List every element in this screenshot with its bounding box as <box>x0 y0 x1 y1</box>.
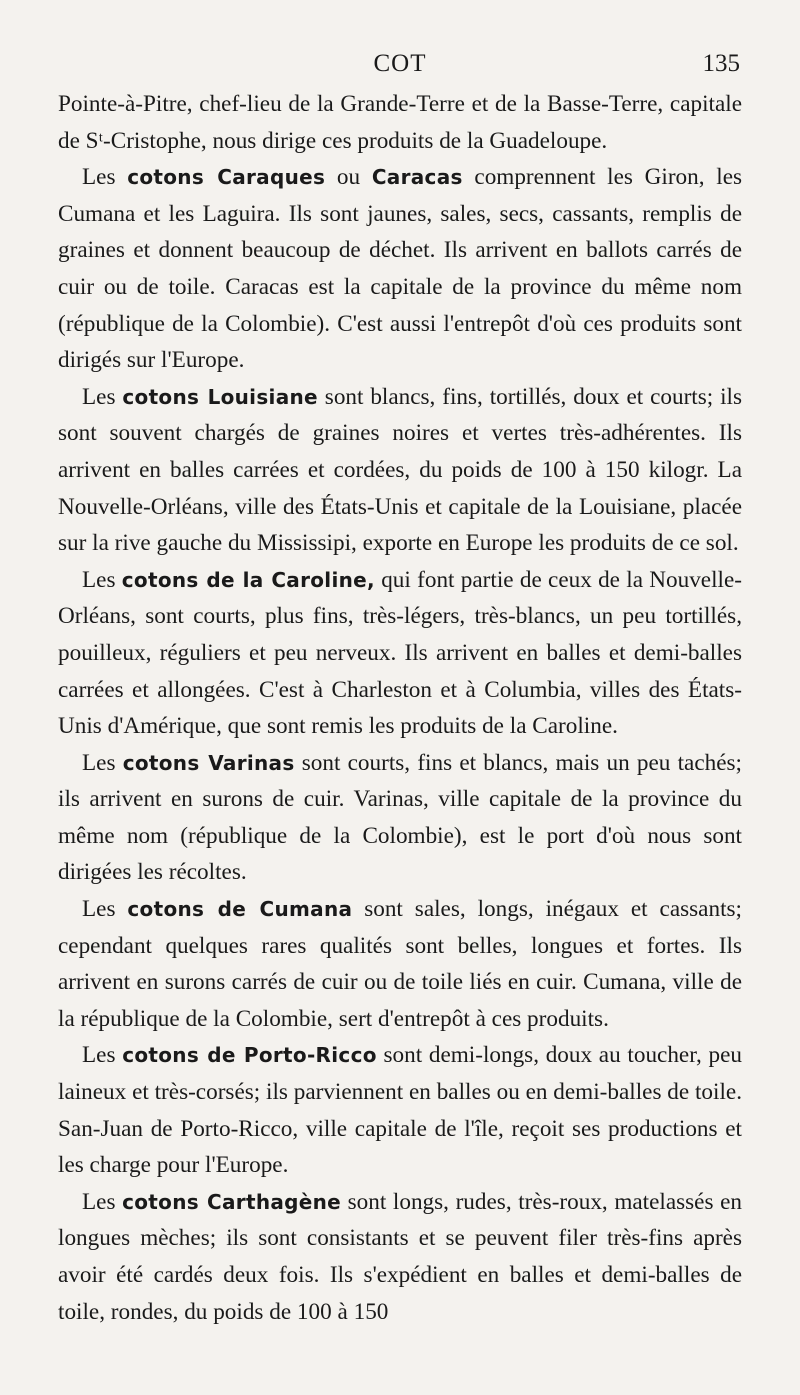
paragraph-porto-ricco <box>58 1037 742 1183</box>
paragraph-text: sont courts, fins et blancs, mais un peu tachés; ils arrivent en surons de cuir. Varinas, ville capitale de la province du même nom (république de la Colombie), est le port d'où nous sont dirigées les récoltes. <box>58 749 742 886</box>
paragraph-text: sont blancs, fins, tortillés, doux et courts; ils sont souvent chargés de graines noires et vertes très-adhérentes. Ils arrivent en balles carrées et cordées, du poids de 100 à 150 kilogr. La Nouvelle-Orléans, ville des États-Unis et capitale de la Louisiane, placée sur la rive gauche du Mississipi, exporte en Europe les produits de ce sol. <box>58 383 742 557</box>
paragraph-carthagene <box>58 1184 742 1330</box>
paragraph-louisiane <box>58 379 742 562</box>
term-cotons-porto-ricco: cotons de Porto-Ricco <box>122 1043 377 1068</box>
paragraph-text: sont demi-longs, doux au toucher, peu laineux et très-corsés; ils parviennent en balles ou en demi-balles de toile. San-Juan de Porto-Ricco, ville capitale de l'île, reçoit ses productions et les charge pour l'Europe. <box>58 1042 742 1179</box>
running-head: COT <box>373 50 427 77</box>
paragraph-text: Les <box>82 896 128 923</box>
term-cotons-caraques: cotons Caraques <box>127 165 326 190</box>
term-cotons-caroline: cotons de la Caroline, <box>121 567 375 592</box>
paragraph-text: Les <box>82 749 123 776</box>
paragraph-text: Les <box>82 1188 123 1215</box>
paragraph-text: Les <box>82 383 123 410</box>
paragraph-cumana <box>58 891 742 1037</box>
page-header <box>60 50 740 84</box>
paragraph-text: sont longs, rudes, très-roux, matelassés en longues mèches; ils sont consistants et se peuvent filer très-fins après avoir été cardés deux fois. Ils s'expédient en balles et demi-balles de toile, rondes, du poids de 100 à 150 <box>58 1188 743 1325</box>
term-cotons-varinas: cotons Varinas <box>122 750 295 775</box>
paragraph-text: qui font partie de ceux de la Nouvelle-Orléans, sont courts, plus fins, très-légers, très-blancs, un peu tortillés, pouilleux, réguliers et peu nerveux. Ils arrivent en balles et demi-balles carrées et allongées. C'est à Charleston et à Columbia, villes des États-Unis d'Amérique, que sont remis les produits de la Caroline. <box>58 566 743 740</box>
term-cotons-cumana: cotons de Cumana <box>127 897 353 922</box>
paragraph-caraques <box>58 159 742 379</box>
paragraph-text: comprennent les Giron, les Cumana et les Laguira. Ils sont jaunes, sales, secs, cassants, remplis de graines et donnent beaucoup de déchet. Ils arrivent en ballots carrés de cuir ou de toile. Caracas est la capitale de la province du même nom (république de la Colombie). C'est aussi l'entrepôt d'où ces produits sont dirigés sur l'Europe. <box>58 164 743 374</box>
paragraph-guadeloupe <box>58 86 742 159</box>
paragraph-text: Pointe-à-Pitre, chef-lieu de la Grande-Terre et de la Basse-Terre, capitale de Sᵗ-Cristophe, nous dirige ces produits de la Guadeloupe. <box>58 91 742 154</box>
body-text <box>58 86 742 1330</box>
page-number: 135 <box>702 50 740 77</box>
paragraph-text: Les <box>82 164 128 191</box>
term-cotons-louisiane: cotons Louisiane <box>122 384 318 409</box>
term-caracas: Caracas <box>371 165 463 190</box>
paragraph-text: Les <box>82 566 122 593</box>
paragraph-text: Les <box>82 1042 123 1069</box>
paragraph-caroline <box>58 562 742 745</box>
term-cotons-carthagene: cotons Carthagène <box>122 1189 342 1214</box>
paragraph-text: ou <box>325 164 372 191</box>
paragraph-varinas <box>58 745 742 891</box>
paragraph-text: sont sales, longs, inégaux et cassants; cependant quelques rares qualités sont belles, longues et fortes. Ils arrivent en surons carrés de cuir ou de toile liés en cuir. Cumana, ville de la république de la Colombie, sert d'entrepôt à ces produits. <box>58 896 742 1032</box>
